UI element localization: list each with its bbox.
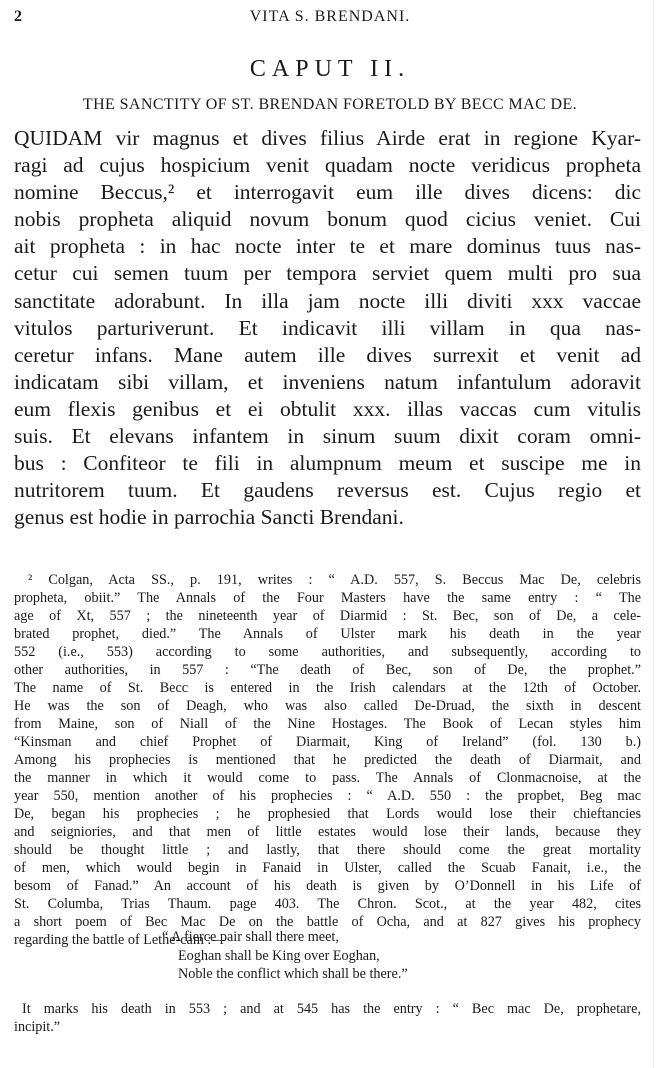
running-head: VITA S. BRENDANI.	[249, 8, 411, 25]
footnote-line: St. Columba, Trias Thaum. page 403. The Chron. Scot., at the year 482, cites	[14, 896, 641, 912]
footnote-line: other authorities, in 557 : “The death of Bec, son of De, the prophet.”	[14, 662, 641, 678]
footnote-line: The name of St. Becc is entered in the Irish calendars at the 12th of October.	[14, 680, 641, 696]
footnote-line: of men, which would begin in Fanaid in Ulster, called the Scuab Fanait, i.e., the	[14, 860, 641, 876]
footnote-line: propheta, obiit.” The Annals of the Four Masters have the same entry : “ The	[14, 590, 641, 606]
footnote-line: Among his prophecies is mentioned that he predicted the death of Diarmait, and	[14, 752, 641, 768]
footnote-line: brated prophet, died.” The Annals of Ulster mark his death in the year	[14, 626, 641, 642]
text-line: ait propheta : in hac nocte inter te et mare dominus tuus nas-	[14, 234, 641, 259]
page-edge-divider	[653, 0, 654, 1068]
text-line: nomine Beccus,² et interrogavit eum ille dives dicens: dic	[14, 180, 641, 205]
poem-line: “ A fierce pair shall there meet,	[162, 929, 339, 945]
text-line: nobis propheta aliquid novum bonum quod cicius veniet. Cui	[14, 207, 641, 232]
text-line: genus est hodie in parrochia Sancti Brendani.	[14, 505, 404, 530]
text-line: cetur cui semen tuum per tempora serviet quem multi pro sua	[14, 261, 641, 286]
footnote-line: incipit.”	[14, 1019, 61, 1035]
footnote-line: the manner in which it would come to pass. The Annals of Clonmacnoise, at the	[14, 770, 641, 786]
main-text	[14, 125, 641, 531]
text-line: suis. Et elevans infantem in sinum suum dixit coram omni-	[14, 424, 641, 449]
text-line: QUIDAM vir magnus et dives filius Airde erat in regione Kyar-	[14, 126, 641, 150]
footnote-line: should be thought little ; and lastly, that there should come the great mortality	[14, 842, 641, 858]
page-number: 2	[14, 8, 23, 25]
footnote-continuation	[14, 1000, 641, 1036]
text-line: bus : Confiteor te fili in alumpnum meum et suscipe me in	[14, 451, 641, 476]
page-header	[14, 8, 646, 34]
text-line: vitulos parturiverunt. Et indicavit illi villam in qua nas-	[14, 315, 641, 340]
footnote-line: ² Colgan, Acta SS., p. 191, writes : “ A.D. 557, S. Beccus Mac De, celebris	[28, 572, 641, 588]
footnote-line: He was the son of Deagh, who was also called De-Druad, the sixth in descent	[14, 698, 641, 714]
footnote-line: from Maine, son of Niall of the Nine Hostages. The Book of Lecan styles him	[14, 716, 641, 732]
footnote-line: a short poem of Bec Mac De on the battle of Ocha, and at 827 gives his prophecy	[14, 914, 641, 930]
footnote-line: 552 (i.e., 553) according to some authorities, and subsequently, according to	[14, 644, 641, 660]
text-line: ragi ad cujus hospicium venit quadam nocte veridicus propheta	[14, 153, 641, 178]
chapter-title: CAPUT II.	[249, 56, 411, 82]
footnote-line: besom of Fanad.” An account of his death is given by O’Donnell in his Life of	[14, 878, 641, 894]
footnote-line: “Kinsman and chief Prophet of Diarmait, King of Ireland” (fol. 130 b.)	[14, 734, 641, 750]
text-line: sanctitate adorabunt. In illa jam nocte illi diviti xxx vaccae	[14, 288, 641, 313]
footnote-line: age of Xt, 557 ; the nineteenth year of Diarmid : St. Bec, son of De, a cele-	[14, 608, 641, 624]
footnote-line: It marks his death in 553 ; and at 545 has the entry : “ Bec mac De, prophetare,	[22, 1001, 641, 1017]
text-line: indicatam sibi villam, et inveniens natum infantulum adoravit	[14, 369, 641, 394]
quoted-poem	[162, 928, 408, 984]
footnote	[14, 571, 641, 949]
footnote-line: and seigniories, and that men of little estates would lose their lands, because they	[14, 824, 641, 840]
footnote-line: year 550, mention another of his prophecies : “ A.D. 550 : the propbet, Beg mac	[14, 788, 641, 804]
text-line: nutritorem tuum. Et gaudens reversus est. Cujus regio et	[14, 478, 641, 503]
chapter-subtitle: THE SANCTITY OF ST. BRENDAN FORETOLD BY BECC MAC DE.	[82, 96, 578, 113]
footnote-line: regarding the battle of Lethe-cam :—	[14, 932, 226, 948]
poem-line: Noble the conflict which shall be there.”	[178, 966, 408, 983]
text-line: eum flexis genibus et ei obtulit xxx. illas vaccas cum vitulis	[14, 396, 641, 421]
text-line: ceretur infans. Mane autem ille dives surrexit et venit ad	[14, 342, 641, 367]
poem-line: Eoghan shall be King over Eoghan,	[178, 947, 380, 964]
footnote-line: De, began his prophecies ; he prophesied that Lords would lose their chieftancies	[14, 806, 641, 822]
